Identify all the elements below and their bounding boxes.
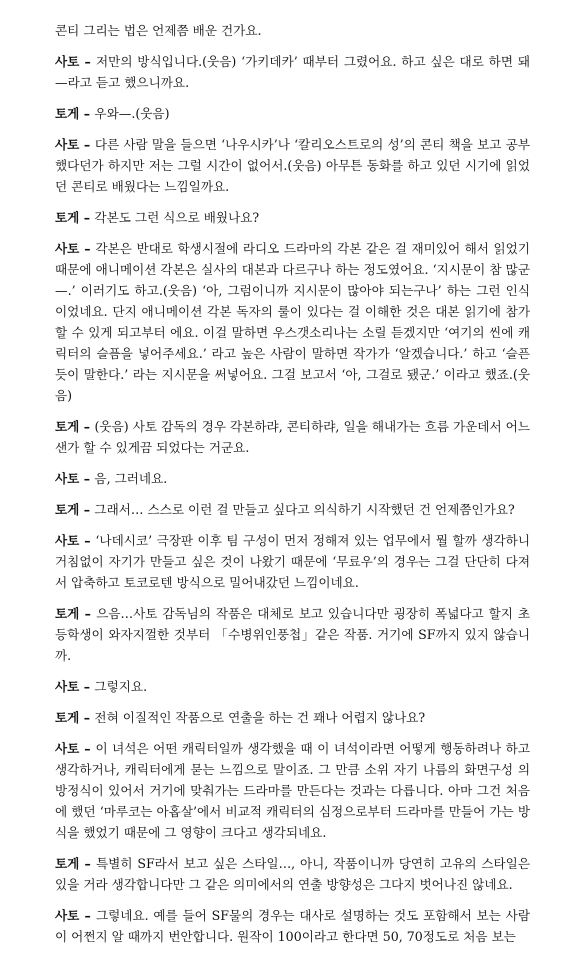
speaker-name: 사토 bbox=[55, 741, 80, 756]
paragraph-text: 그렇지요. bbox=[94, 679, 148, 694]
speaker-name: 사토 bbox=[55, 908, 80, 923]
speaker-name: 사토 bbox=[55, 54, 80, 69]
paragraph bbox=[55, 468, 530, 489]
speaker-dash: – bbox=[79, 419, 95, 434]
paragraph-text: 다른 사람 말을 들으면 ‘나우시카’나 ‘칼리오스트로의 성’의 콘티 책을 보고 공부했다던가 하지만 저는 그럴 시간이 없어서.(웃음) 아무튼 동화를 하고 있던 시기에 읽었던 콘티로 배웠다는 느낌일까요. bbox=[55, 137, 530, 194]
paragraph-text: 전혀 이질적인 작품으로 연출을 하는 건 꽤나 어렵지 않나요? bbox=[94, 710, 426, 725]
paragraph bbox=[55, 499, 530, 520]
paragraph-text: 으음…사토 감독님의 작품은 대체로 보고 있습니다만 굉장히 폭넓다고 할지 초등학생이 와자지껄한 것부터 「수병위인풍첩」같은 작품. 거기에 SF까지 있지 않습니까. bbox=[55, 606, 530, 663]
paragraph-text: 그렇네요. 예를 들어 SF물의 경우는 대사로 설명하는 것도 포함해서 보는 사람이 어쩐지 알 때까지 번안합니다. 원작이 100이라고 한다면 50, 70정도로 처음 보는 bbox=[55, 908, 530, 944]
speaker-name: 토게 bbox=[55, 710, 80, 725]
speaker-dash: – bbox=[79, 710, 95, 725]
paragraph-text: ‘나데시코’ 극장판 이후 팀 구성이 먼저 정해져 있는 업무에서 뭘 할까 생각하니 거침없이 자기가 만들고 싶은 것이 나왔기 때문에 ‘무료우’의 경우는 그걸 단단히 다져서 압축하고 토코로텐 방식으로 밀어내갔던 느낌이네요. bbox=[55, 533, 530, 590]
paragraph bbox=[55, 20, 530, 41]
paragraph bbox=[55, 51, 530, 93]
speaker-dash: – bbox=[79, 679, 95, 694]
speaker-dash: – bbox=[79, 106, 95, 121]
paragraph bbox=[55, 738, 530, 843]
interview-page bbox=[55, 20, 530, 957]
speaker-dash: – bbox=[79, 741, 96, 756]
speaker-name: 사토 bbox=[55, 533, 80, 548]
paragraph-text: 각본은 반대로 학생시절에 라디오 드라마의 각본 같은 걸 재미있어 해서 읽었기 때문에 애니메이션 각본은 실사의 대본과 다르구나 하는 정도였어요. ‘지시문이 참 많군—.’ 이러기도 하고.(웃음) ‘아, 그럼이니까 지시문이 많아야 되는구나’ 하는 그런 인식이었네요. 단지 애니메이션 각본 독자의 룰이 있다는 걸 이해한 것은 대본 읽기에 참가할 수 있게 되고부터 에요. 이걸 말하면 우스갯소리나는 소릴 듣겠지만 ‘여기의 씬에 캐릭터의 슬픔을 넣어주세요.’ 라고 높은 사람이 말하면 작가가 ‘알겠습니다.’ 하고 ‘슬픈 듯이 말한다.’ 라는 지시문을 써넣어요. 그걸 보고서 ‘아, 그걸로 됐군.’ 이라고 했죠.(웃음) bbox=[55, 241, 530, 403]
speaker-dash: – bbox=[79, 471, 95, 486]
paragraph bbox=[55, 853, 530, 895]
paragraph-text: 콘티 그리는 법은 언제쯤 배운 건가요. bbox=[55, 23, 262, 38]
speaker-dash: – bbox=[79, 137, 95, 152]
paragraph-text: (웃음) 사토 감독의 경우 각본하랴, 콘티하랴, 일을 해내가는 흐름 가운데서 어느 샌가 할 수 있게끔 되었다는 거군요. bbox=[55, 419, 530, 455]
speaker-name: 사토 bbox=[55, 241, 80, 256]
speaker-dash: – bbox=[79, 241, 96, 256]
paragraph bbox=[55, 905, 530, 947]
paragraph bbox=[55, 207, 530, 228]
paragraph bbox=[55, 103, 530, 124]
paragraph-text: 저만의 방식입니다.(웃음) ‘가키데카’ 때부터 그렸어요. 하고 싶은 대로 하면 돼—라고 듣고 했으니까요. bbox=[55, 54, 530, 90]
speaker-dash: – bbox=[79, 533, 96, 548]
speaker-dash: – bbox=[79, 856, 97, 871]
speaker-name: 토게 bbox=[55, 502, 80, 517]
speaker-dash: – bbox=[79, 210, 95, 225]
paragraph-text: 이 녀석은 어떤 캐릭터일까 생각했을 때 이 녀석이라면 어떻게 행동하려나 하고 생각하거나, 캐릭터에게 묻는 느낌으로 말이죠. 그 만큼 소위 자기 나름의 화면구성 의방정식이 있어서 거기에 맞춰가는 드라마를 만든다는 것과는 다릅니다. 아마 그건 처음에 했던 ‘마루코는 아홉살’에서 비교적 캐릭터의 심정으로부터 드라마를 만들어 가는 방식을 했었기 때문에 그 영향이 크다고 생각되네요. bbox=[55, 741, 530, 840]
paragraph bbox=[55, 416, 530, 458]
paragraph bbox=[55, 603, 530, 666]
paragraph bbox=[55, 707, 530, 728]
speaker-dash: – bbox=[79, 606, 97, 621]
speaker-name: 사토 bbox=[55, 679, 80, 694]
paragraph bbox=[55, 530, 530, 593]
paragraph bbox=[55, 134, 530, 197]
speaker-dash: – bbox=[79, 908, 96, 923]
paragraph-text: 각본도 그런 식으로 배웠나요? bbox=[94, 210, 260, 225]
paragraph-text: 그래서… 스스로 이런 걸 만들고 싶다고 의식하기 시작했던 건 언제쯤인가요? bbox=[94, 502, 515, 517]
speaker-name: 사토 bbox=[55, 471, 80, 486]
speaker-dash: – bbox=[79, 502, 95, 517]
speaker-name: 토게 bbox=[55, 606, 80, 621]
speaker-name: 토게 bbox=[55, 419, 80, 434]
speaker-dash: – bbox=[79, 54, 96, 69]
paragraph-text: 우와—.(웃음) bbox=[94, 106, 170, 121]
speaker-name: 사토 bbox=[55, 137, 80, 152]
speaker-name: 토게 bbox=[55, 856, 80, 871]
speaker-name: 토게 bbox=[55, 106, 80, 121]
paragraph-text: 음, 그러네요. bbox=[94, 471, 168, 486]
paragraph bbox=[55, 676, 530, 697]
speaker-name: 토게 bbox=[55, 210, 80, 225]
paragraph bbox=[55, 238, 530, 406]
paragraph-text: 특별히 SF라서 보고 싶은 스타일…, 아니, 작품이니까 당연히 고유의 스타일은 있을 거라 생각합니다만 그 같은 의미에서의 연출 방향성은 그다지 벗어나진 않네요. bbox=[55, 856, 530, 892]
